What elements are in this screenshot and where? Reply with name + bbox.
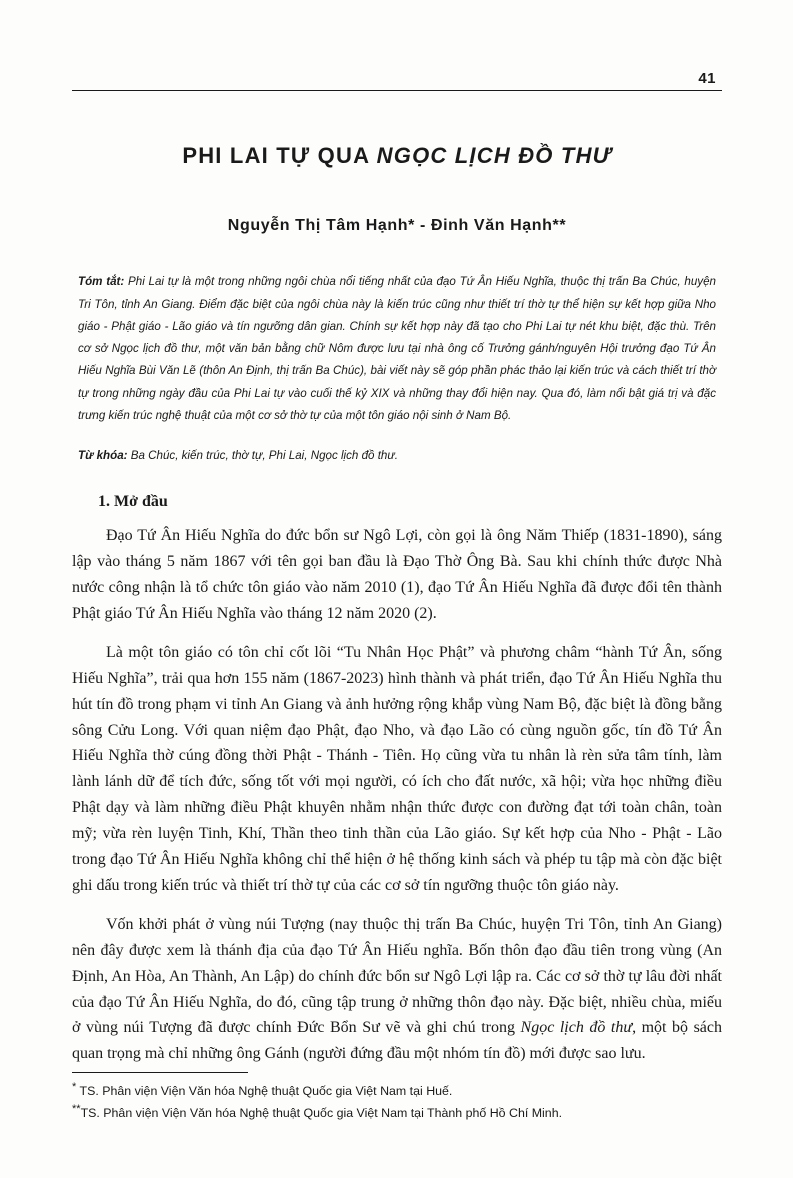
abstract-text: Phi Lai tự là một trong những ngôi chùa nổi tiếng nhất của đạo Tứ Ân Hiếu Nghĩa, thuộc thị trấn Ba Chúc, huyện Tri Tôn, tỉnh An Giang. Điểm đặc biệt của ngôi chùa này là kiến trúc cũng như thiết trí thờ tự thể hiện sự kết hợp giữa Nho giáo - Phật giáo - Lão giáo và tín ngưỡng dân gian. Chính sự kết hợp này đã tạo cho Phi Lai tự nét khu biệt, đặc thù. Trên cơ sở Ngọc lịch đồ thư, một văn bản bằng chữ Nôm được lưu tại nhà ông cố Trưởng gánh/nguyên Hội trưởng đạo Tứ Ân Hiếu Nghĩa Bùi Văn Lẽ (thôn An Định, thị trấn Ba Chúc), bài viết này sẽ góp phần phác thảo lại kiến trúc và cách thiết trí thờ tự trong những ngày đầu của Phi Lai tự vào cuối thế kỷ XIX và những thay đổi hiện nay. Qua đó, làm nổi bật giá trị và đặc trưng kiến trúc nghệ thuật của một cơ sở thờ tự của một tôn giáo nội sinh ở Nam Bộ. (78, 275, 716, 422)
paragraph-3 (72, 912, 722, 1067)
abstract (72, 271, 722, 427)
paragraph-2: Là một tôn giáo có tôn chỉ cốt lõi “Tu Nhân Học Phật” và phương châm “hành Tứ Ân, sống Hiếu Nghĩa”, trải qua hơn 155 năm (1867-2023) hình thành và phát triển, đạo Tứ Ân Hiếu Nghĩa thu hút tín đồ trong phạm vi tỉnh An Giang và ảnh hưởng rộng khắp vùng Nam Bộ, đặc biệt là đồng bằng sông Cửu Long. Với quan niệm đạo Phật, đạo Nho, và đạo Lão có cùng nguồn gốc, tín đồ Tứ Ân Hiếu Nghĩa thờ cúng đồng thời Phật - Thánh - Tiên. Họ cũng vừa tu nhân là rèn sửa tâm tính, làm lành lánh dữ để tích đức, sống tốt với mọi người, có ích cho đất nước, xã hội; vừa học những điều Phật dạy và làm những điều Phật khuyên nhằm nhận thức được con đường đạt tới toàn chân, toàn mỹ; vừa rèn luyện Tinh, Khí, Thần theo tinh thần của Lão giáo. Sự kết hợp của Nho - Phật - Lão trong đạo Tứ Ân Hiếu Nghĩa không chỉ thể hiện ở hệ thống kinh sách và phép tu tập mà còn đặc biệt ghi dấu trong kiến trúc và thiết trí thờ tự của các cơ sở tín ngưỡng thuộc tôn giáo này. (72, 643, 722, 894)
footnote-1-mark: * (72, 1081, 77, 1093)
book-title-ngoc-lich-do-thu: Ngọc lịch đồ thư (520, 1019, 633, 1037)
keywords (72, 445, 722, 467)
abstract-label: Tóm tắt: (78, 275, 125, 289)
title-plain: PHI LAI TỰ QUA (182, 143, 377, 168)
page-content (72, 70, 722, 1080)
title-italic: NGỌC LỊCH ĐỒ THƯ (376, 143, 612, 168)
paragraph-3-part-2: , một bộ sách quan trọng mà chỉ những ông Gánh (người đứng đầu một nhóm tín đồ) mới được sao lưu. (72, 1019, 723, 1063)
page-title (72, 143, 722, 169)
footnote-1-text: TS. Phân viện Viện Văn hóa Nghệ thuật Quốc gia Việt Nam tại Huế. (79, 1084, 453, 1099)
footnote-rule (72, 1072, 248, 1073)
footnote-1 (72, 1079, 722, 1101)
footnote-2 (72, 1101, 722, 1123)
footnotes (72, 1072, 722, 1124)
keywords-text: Ba Chúc, kiến trúc, thờ tự, Phi Lai, Ngọc lịch đồ thư. (127, 449, 398, 463)
authors: Nguyễn Thị Tâm Hạnh* - Đinh Văn Hạnh** (227, 217, 567, 235)
footnote-2-mark: ** (72, 1103, 81, 1116)
paragraph-3-part-1: Vốn khởi phát ở vùng núi Tượng (nay thuộc thị trấn Ba Chúc, huyện Tri Tôn, tỉnh An Giang) nên đây được xem là thánh địa của đạo Tứ Ân Hiếu nghĩa. Bốn thôn đạo đầu tiên trong vùng (An Định, An Hòa, An Thành, An Lập) do chính đức bổn sư Ngô Lợi lập ra. Các cơ sở thờ tự lâu đời nhất của đạo Tứ Ân Hiếu Nghĩa, do đó, cũng tập trung ở những thôn đạo này. Đặc biệt, nhiều chùa, miếu ở vùng núi Tượng đã được chính Đức Bổn Sư vẽ và ghi chú trong (72, 915, 722, 1037)
footnote-2-text: TS. Phân viện Viện Văn hóa Nghệ thuật Quốc gia Việt Nam tại Thành phố Hồ Chí Minh. (80, 1106, 563, 1121)
section-heading-intro: 1. Mở đầu (98, 493, 168, 511)
paragraph-1: Đạo Tứ Ân Hiếu Nghĩa do đức bổn sư Ngô Lợi, còn gọi là ông Năm Thiếp (1831-1890), sáng lập vào tháng 5 năm 1867 với tên gọi ban đầu là Đạo Thờ Ông Bà. Sau khi chính thức được Nhà nước công nhận là tổ chức tôn giáo vào năm 2010 (1), đạo Tứ Ân Hiếu Nghĩa đã được đổi tên thành Phật giáo Tứ Ân Hiếu Nghĩa vào tháng 12 năm 2020 (2). (72, 527, 722, 622)
header-rule (72, 90, 722, 91)
keywords-label: Từ khóa: (78, 449, 128, 463)
page-number: 41 (698, 70, 716, 87)
